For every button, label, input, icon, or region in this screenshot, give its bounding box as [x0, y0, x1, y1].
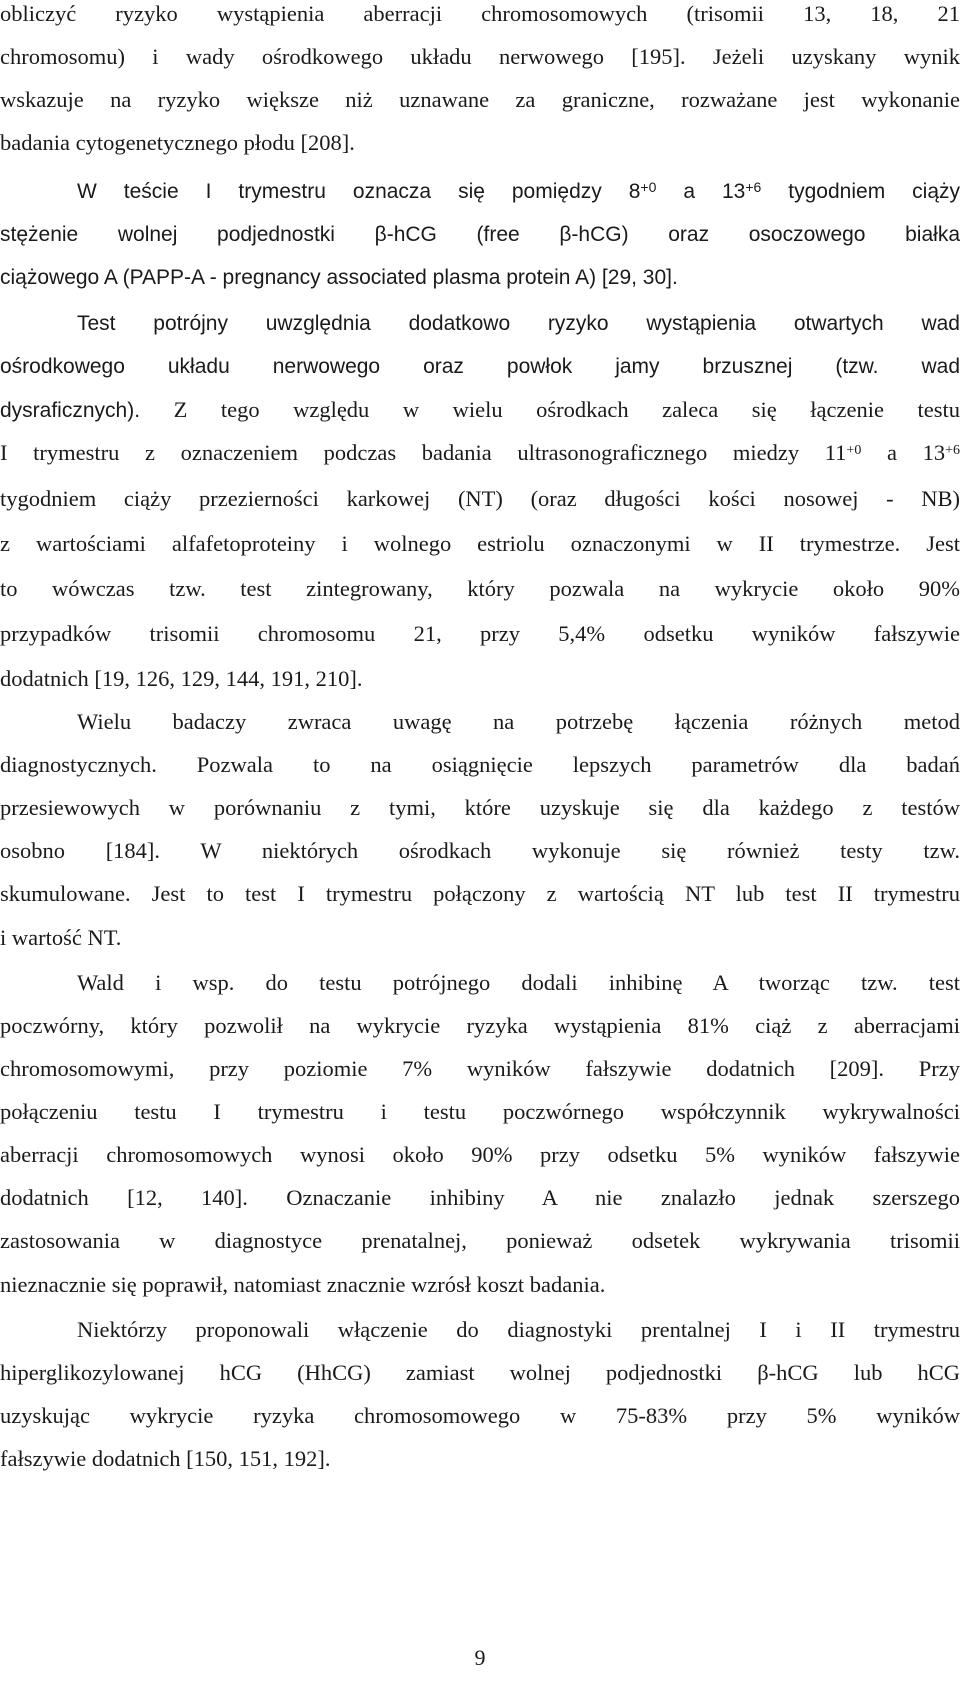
superscript: +0	[846, 443, 862, 458]
text-line: obliczyć ryzyko wystąpienia aberracji chromosomowych (trisomii 13, 18, 21	[0, 1, 960, 26]
text-line: połączeniu testu I trymestru i testu poczwórnego współczynnik wykrywalności	[0, 1099, 960, 1124]
text-line	[0, 751, 960, 779]
text-line: dodatnich [12, 140]. Oznaczanie inhibiny A nie znalazło jednak szerszego	[0, 1185, 960, 1210]
text-line: wskazuje na ryzyko większe niż uznawane za graniczne, rozważane jest wykonanie	[0, 87, 960, 112]
text-line: to wówczas tzw. test zintegrowany, który pozwala na wykrycie około 90%	[0, 576, 960, 601]
text-line: poczwórny, który pozwolił na wykrycie ryzyka wystąpienia 81% ciąż z aberracjami	[0, 1013, 960, 1038]
text-run: Z tego względu w wielu ośrodkach zaleca się łączenie testu	[140, 397, 960, 422]
text-run: Pozwala to na osiągnięcie lepszych parametrów dla badań	[156, 752, 960, 777]
text-line: skumulowane. Jest to test I trymestru połączony z wartością NT lub test II trymestru	[0, 881, 960, 906]
text-line: aberracji chromosomowych wynosi około 90% przy odsetku 5% wyników fałszywie	[0, 1142, 960, 1167]
text-run: dysraficznych).	[0, 399, 141, 422]
text-line: chromosomu) i wady ośrodkowego układu nerwowego [195]. Jeżeli uzyskany wynik	[0, 44, 960, 69]
text-line	[0, 439, 960, 467]
text-line: hiperglikozylowanej hCG (HhCG) zamiast wolnej podjednostki β-hCG lub hCG	[0, 1360, 960, 1385]
text-line: stężenie wolnej podjednostki β-hCG (free β-hCG) oraz osoczowego białka	[0, 223, 960, 246]
text-run: W teście I trymestru oznacza się pomiędzy 8	[77, 180, 641, 203]
paragraph-1-line-1	[77, 178, 960, 206]
text-line: badania cytogenetycznego płodu [208].	[0, 130, 355, 155]
superscript: +6	[945, 443, 960, 458]
superscript: +0	[640, 179, 657, 195]
text-line: z wartościami alfafetoproteiny i wolnego estriolu oznaczonymi w II trymestrze. Jest	[0, 531, 960, 556]
text-line: uzyskując wykrycie ryzyka chromosomowego w 75-83% przy 5% wyników	[0, 1403, 960, 1428]
page-number: 9	[474, 1645, 486, 1670]
text-line	[0, 396, 960, 425]
text-line: chromosomowymi, przy poziomie 7% wyników fałszywie dodatnich [209]. Przy	[0, 1056, 960, 1081]
text-line: i wartość NT.	[0, 925, 122, 950]
paragraph-4-line-1: Wald i wsp. do testu potrójnego dodali inhibinę A tworząc tzw. test	[77, 970, 960, 995]
text-line: nieznacznie się poprawił, natomiast znacznie wzrósł koszt badania.	[0, 1272, 606, 1297]
text-line: przesiewowych w porównaniu z tymi, które uzyskuje się dla każdego z testów	[0, 795, 960, 820]
text-line: ciążowego A (PAPP-A - pregnancy associated plasma protein A) [29, 30].	[0, 266, 678, 289]
text-line: fałszywie dodatnich [150, 151, 192].	[0, 1446, 331, 1471]
superscript: +6	[745, 179, 762, 195]
paragraph-2-line-1: Test potrójny uwzględnia dodatkowo ryzyko wystąpienia otwartych wad	[77, 312, 960, 335]
text-line: tygodniem ciąży przezierności karkowej (NT) (oraz długości kości nosowej - NB)	[0, 486, 960, 511]
text-run: diagnostycznych.	[0, 752, 157, 777]
text-run: a 13	[861, 440, 946, 465]
text-run: tygodniem ciąży	[761, 180, 960, 203]
text-line: przypadków trisomii chromosomu 21, przy 5,4% odsetku wyników fałszywie	[0, 621, 960, 646]
text-line: osobno [184]. W niektórych ośrodkach wykonuje się również testy tzw.	[0, 838, 960, 863]
text-line: zastosowania w diagnostyce prenatalnej, ponieważ odsetek wykrywania trisomii	[0, 1228, 960, 1253]
text-run: I trymestru z oznaczeniem podczas badania ultrasonograficznego miedzy 11	[0, 440, 847, 465]
paragraph-5-line-1: Niektórzy proponowali włączenie do diagnostyki prentalnej I i II trymestru	[77, 1317, 960, 1342]
paragraph-3-line-1: Wielu badaczy zwraca uwagę na potrzebę łączenia różnych metod	[77, 709, 960, 734]
text-line: dodatnich [19, 126, 129, 144, 191, 210].	[0, 666, 363, 691]
text-run: a 13	[656, 180, 746, 203]
text-line: ośrodkowego układu nerwowego oraz powłok jamy brzusznej (tzw. wad	[0, 355, 960, 378]
